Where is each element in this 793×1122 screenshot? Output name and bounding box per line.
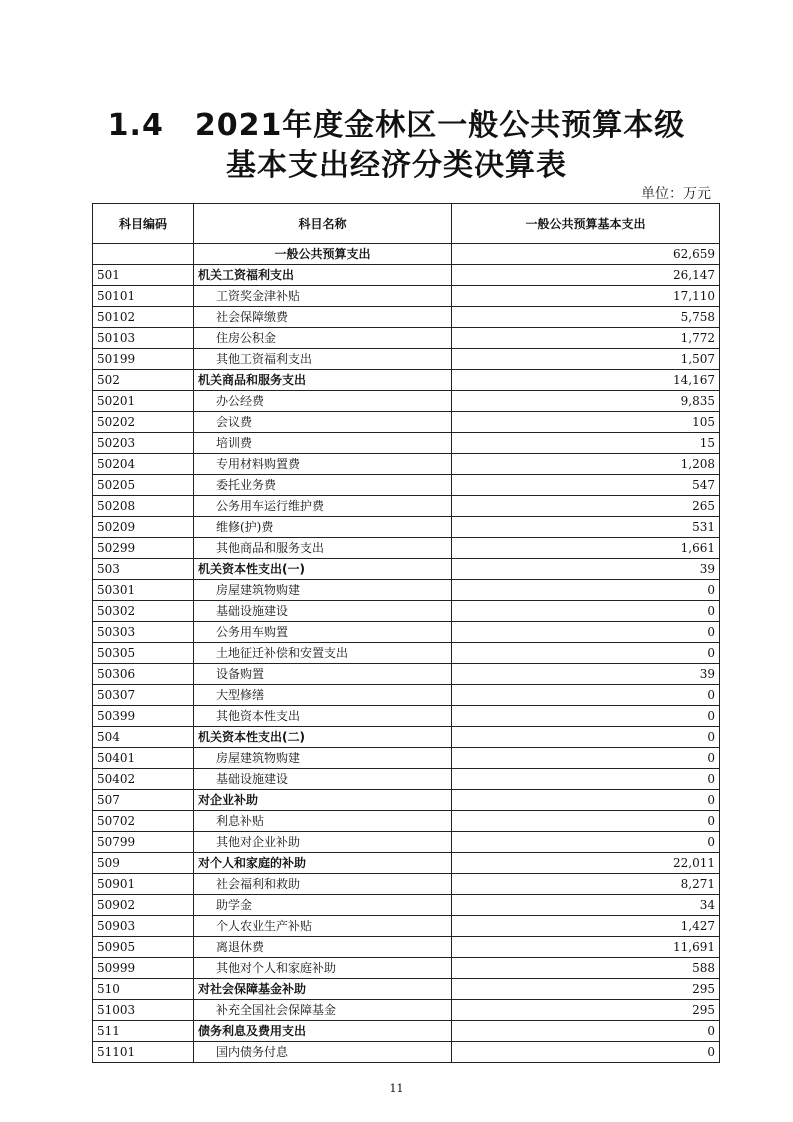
amount-cell: 1,427 <box>452 916 720 937</box>
amount-cell: 0 <box>452 769 720 790</box>
table-row <box>93 832 720 853</box>
subject-code-cell: 50999 <box>93 958 194 979</box>
subject-name-cell: 机关商品和服务支出 <box>194 370 452 391</box>
subject-name-cell: 社会福利和救助 <box>194 874 452 895</box>
amount-cell: 17,110 <box>452 286 720 307</box>
table-row <box>93 307 720 328</box>
subject-name-cell: 社会保障缴费 <box>194 307 452 328</box>
page-title-line-2: 基本支出经济分类决算表 <box>226 148 567 183</box>
unit-label: 单位：万元 <box>641 186 711 202</box>
subject-name-cell: 一般公共预算支出 <box>194 244 452 265</box>
table-row <box>93 958 720 979</box>
table-row <box>93 349 720 370</box>
table-row <box>93 727 720 748</box>
amount-cell: 0 <box>452 580 720 601</box>
subject-code-cell: 50201 <box>93 391 194 412</box>
subject-code-cell: 50901 <box>93 874 194 895</box>
amount-cell: 1,507 <box>452 349 720 370</box>
subject-name-cell: 助学金 <box>194 895 452 916</box>
table-row <box>93 433 720 454</box>
table-row <box>93 643 720 664</box>
table-row <box>93 391 720 412</box>
subject-name-cell: 对个人和家庭的补助 <box>194 853 452 874</box>
amount-cell: 0 <box>452 1042 720 1063</box>
table-row <box>93 874 720 895</box>
subject-code-cell: 51101 <box>93 1042 194 1063</box>
table-row <box>93 685 720 706</box>
amount-cell: 0 <box>452 832 720 853</box>
subject-code-cell: 50204 <box>93 454 194 475</box>
subject-code-cell: 50702 <box>93 811 194 832</box>
table-row <box>93 265 720 286</box>
amount-cell: 547 <box>452 475 720 496</box>
amount-cell: 588 <box>452 958 720 979</box>
page-number: 11 <box>389 1082 404 1095</box>
subject-name-cell: 大型修缮 <box>194 685 452 706</box>
subject-name-cell: 机关资本性支出(一) <box>194 559 452 580</box>
subject-name-cell: 机关工资福利支出 <box>194 265 452 286</box>
subject-code-cell: 511 <box>93 1021 194 1042</box>
subject-code-cell: 50101 <box>93 286 194 307</box>
subject-code-cell: 50102 <box>93 307 194 328</box>
table-row <box>93 895 720 916</box>
amount-cell: 34 <box>452 895 720 916</box>
amount-cell: 39 <box>452 664 720 685</box>
subject-name-cell: 房屋建筑物购建 <box>194 580 452 601</box>
amount-cell: 0 <box>452 1021 720 1042</box>
table-row <box>93 937 720 958</box>
subject-code-cell: 50903 <box>93 916 194 937</box>
table-row <box>93 811 720 832</box>
table-row <box>93 748 720 769</box>
subject-name-cell: 补充全国社会保障基金 <box>194 1000 452 1021</box>
subject-code-cell: 51003 <box>93 1000 194 1021</box>
amount-cell: 26,147 <box>452 265 720 286</box>
header-code: 科目编码 <box>93 204 194 244</box>
subject-code-cell: 50299 <box>93 538 194 559</box>
header-amount: 一般公共预算基本支出 <box>452 204 720 244</box>
subject-name-cell: 办公经费 <box>194 391 452 412</box>
subject-code-cell: 50902 <box>93 895 194 916</box>
subject-name-cell: 公务用车购置 <box>194 622 452 643</box>
subject-name-cell: 工资奖金津补贴 <box>194 286 452 307</box>
amount-cell: 11,691 <box>452 937 720 958</box>
subject-name-cell: 其他工资福利支出 <box>194 349 452 370</box>
subject-name-cell: 债务利息及费用支出 <box>194 1021 452 1042</box>
amount-cell: 0 <box>452 685 720 706</box>
amount-cell: 62,659 <box>452 244 720 265</box>
expenditure-table <box>92 203 720 1063</box>
amount-cell: 9,835 <box>452 391 720 412</box>
subject-code-cell: 503 <box>93 559 194 580</box>
header-name: 科目名称 <box>194 204 452 244</box>
subject-name-cell: 离退休费 <box>194 937 452 958</box>
subject-code-cell: 504 <box>93 727 194 748</box>
subject-name-cell: 个人农业生产补贴 <box>194 916 452 937</box>
table-row <box>93 370 720 391</box>
subject-name-cell: 基础设施建设 <box>194 769 452 790</box>
subject-name-cell: 会议费 <box>194 412 452 433</box>
table-row <box>93 979 720 1000</box>
subject-code-cell: 501 <box>93 265 194 286</box>
subject-code-cell <box>93 244 194 265</box>
subject-code-cell: 50202 <box>93 412 194 433</box>
subject-code-cell: 509 <box>93 853 194 874</box>
subject-code-cell: 50307 <box>93 685 194 706</box>
amount-cell: 0 <box>452 622 720 643</box>
table-body <box>93 244 720 1063</box>
amount-cell: 0 <box>452 811 720 832</box>
table-row <box>93 1000 720 1021</box>
amount-cell: 0 <box>452 601 720 622</box>
amount-cell: 0 <box>452 790 720 811</box>
subject-name-cell: 国内债务付息 <box>194 1042 452 1063</box>
table-row <box>93 916 720 937</box>
amount-cell: 295 <box>452 1000 720 1021</box>
table-row <box>93 664 720 685</box>
amount-cell: 0 <box>452 643 720 664</box>
table-row <box>93 559 720 580</box>
amount-cell: 5,758 <box>452 307 720 328</box>
subject-code-cell: 50203 <box>93 433 194 454</box>
subject-name-cell: 其他商品和服务支出 <box>194 538 452 559</box>
subject-code-cell: 50905 <box>93 937 194 958</box>
table-row <box>93 496 720 517</box>
subject-code-cell: 50402 <box>93 769 194 790</box>
amount-cell: 1,772 <box>452 328 720 349</box>
amount-cell: 22,011 <box>452 853 720 874</box>
subject-code-cell: 50199 <box>93 349 194 370</box>
subject-code-cell: 50399 <box>93 706 194 727</box>
subject-code-cell: 507 <box>93 790 194 811</box>
subject-name-cell: 住房公积金 <box>194 328 452 349</box>
subject-code-cell: 50103 <box>93 328 194 349</box>
table-row <box>93 517 720 538</box>
subject-name-cell: 其他对个人和家庭补助 <box>194 958 452 979</box>
table-row <box>93 412 720 433</box>
subject-name-cell: 委托业务费 <box>194 475 452 496</box>
amount-cell: 0 <box>452 748 720 769</box>
subject-name-cell: 公务用车运行维护费 <box>194 496 452 517</box>
subject-name-cell: 机关资本性支出(二) <box>194 727 452 748</box>
subject-name-cell: 培训费 <box>194 433 452 454</box>
amount-cell: 8,271 <box>452 874 720 895</box>
table-row <box>93 538 720 559</box>
subject-code-cell: 50209 <box>93 517 194 538</box>
subject-name-cell: 对社会保障基金补助 <box>194 979 452 1000</box>
table-row <box>93 580 720 601</box>
subject-name-cell: 设备购置 <box>194 664 452 685</box>
subject-code-cell: 50303 <box>93 622 194 643</box>
table-header-row <box>93 204 720 244</box>
amount-cell: 15 <box>452 433 720 454</box>
table-row <box>93 769 720 790</box>
amount-cell: 105 <box>452 412 720 433</box>
table-row <box>93 853 720 874</box>
subject-name-cell: 房屋建筑物购建 <box>194 748 452 769</box>
subject-code-cell: 50401 <box>93 748 194 769</box>
table-row <box>93 454 720 475</box>
subject-code-cell: 50208 <box>93 496 194 517</box>
subject-code-cell: 502 <box>93 370 194 391</box>
amount-cell: 14,167 <box>452 370 720 391</box>
table-row <box>93 328 720 349</box>
page-title-line-1: 1.4 2021年度金林区一般公共预算本级 <box>107 108 686 143</box>
subject-name-cell: 对企业补助 <box>194 790 452 811</box>
subject-name-cell: 其他对企业补助 <box>194 832 452 853</box>
subject-code-cell: 50305 <box>93 643 194 664</box>
subject-name-cell: 土地征迁补偿和安置支出 <box>194 643 452 664</box>
subject-name-cell: 专用材料购置费 <box>194 454 452 475</box>
subject-code-cell: 510 <box>93 979 194 1000</box>
subject-code-cell: 50301 <box>93 580 194 601</box>
amount-cell: 0 <box>452 727 720 748</box>
table-row <box>93 790 720 811</box>
amount-cell: 531 <box>452 517 720 538</box>
subject-code-cell: 50799 <box>93 832 194 853</box>
table-row <box>93 601 720 622</box>
table-row <box>93 475 720 496</box>
subject-name-cell: 其他资本性支出 <box>194 706 452 727</box>
table-row <box>93 244 720 265</box>
table-row <box>93 622 720 643</box>
table-row <box>93 706 720 727</box>
amount-cell: 265 <box>452 496 720 517</box>
table-row <box>93 1021 720 1042</box>
amount-cell: 1,208 <box>452 454 720 475</box>
subject-name-cell: 利息补贴 <box>194 811 452 832</box>
subject-name-cell: 基础设施建设 <box>194 601 452 622</box>
table-row <box>93 1042 720 1063</box>
table-row <box>93 286 720 307</box>
amount-cell: 39 <box>452 559 720 580</box>
subject-code-cell: 50302 <box>93 601 194 622</box>
amount-cell: 1,661 <box>452 538 720 559</box>
amount-cell: 295 <box>452 979 720 1000</box>
subject-code-cell: 50306 <box>93 664 194 685</box>
subject-code-cell: 50205 <box>93 475 194 496</box>
subject-name-cell: 维修(护)费 <box>194 517 452 538</box>
amount-cell: 0 <box>452 706 720 727</box>
